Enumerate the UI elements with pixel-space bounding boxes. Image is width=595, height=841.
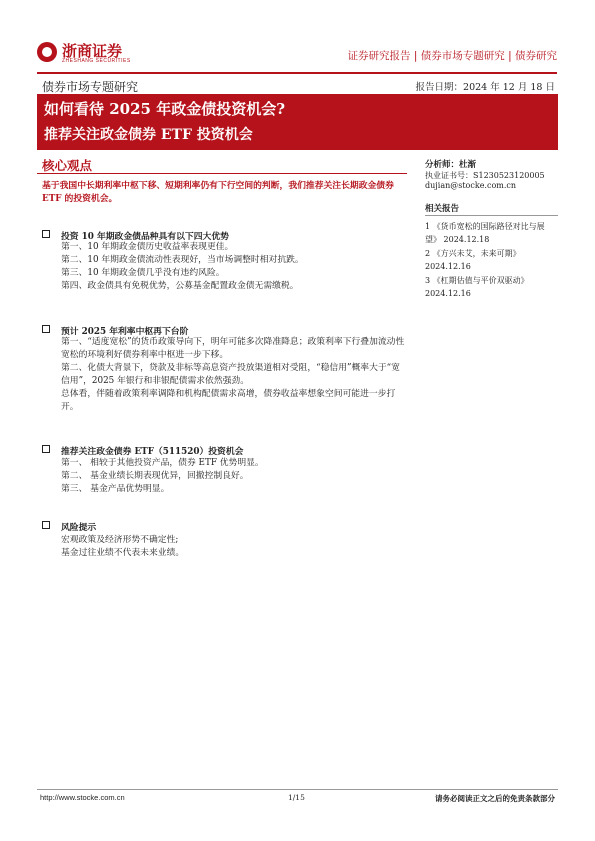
related-report-link[interactable]: 3 《杠期估值与平价双驱动》 2024.12.16: [425, 276, 529, 298]
footer-url[interactable]: http://www.stocke.com.cn: [40, 793, 125, 802]
list-item: 基金过往业绩不代表未来业绩。: [61, 548, 185, 558]
analyst-name: 分析师：杜渐: [425, 160, 477, 170]
top-nav: 证券研究报告 | 债券市场专题研究 | 债券研究: [347, 50, 557, 62]
core-summary: 基于我国中长期利率中枢下移、短期利率仍有下行空间的判断，我们推荐关注长期政金债券 ETF 的投资机会。: [42, 181, 394, 204]
core-heading: 核心观点: [42, 158, 93, 173]
section-heading: 推荐关注政金债券 ETF（511520）投资机会: [61, 447, 244, 457]
list-item: 第三、 基金产品优势明显。: [61, 484, 170, 494]
page-title: 如何看待 2025 年政金债投资机会?: [44, 100, 285, 118]
list-item: 宏观政策及经济形势不确定性;: [61, 535, 179, 545]
related-heading: 相关报告: [425, 204, 460, 214]
report-series: 债券市场专题研究: [42, 80, 139, 94]
analyst-cert: 执业证书号：S1230523120005: [425, 171, 545, 180]
related-list: [425, 220, 558, 301]
list-item: 第一、 相较于其他投资产品，债券 ETF 优势明显。: [61, 458, 264, 468]
list-item: 第二、10 年期政金债流动性表现好，当市场调整时相对抗跌。: [61, 255, 304, 265]
page-number: 1/15: [288, 793, 305, 802]
related-report-link[interactable]: 2 《方兴未艾，未来可期》 2024.12.16: [425, 249, 521, 271]
list-item: 第一、10 年期政金债历史收益率表现更佳。: [61, 242, 234, 252]
footer-disclaimer: 请务必阅读正文之后的免责条款部分: [435, 794, 555, 803]
related-divider: [425, 215, 558, 216]
logo-text: 浙商证券: [62, 42, 123, 60]
square-bullet-icon: [42, 325, 50, 333]
report-date: 报告日期：2024 年 12 月 18 日: [415, 82, 555, 93]
list-item: 第一、“适度宽松”的货币政策导向下，明年可能多次降准降息；政策利率下行叠加流动性宽松的环境利好债券利率中枢进一步下移。: [61, 337, 405, 360]
header-divider: [37, 72, 557, 74]
page-subtitle: 推荐关注政金债券 ETF 投资机会: [44, 127, 253, 143]
logo-subtext: ZHESHANG SECURITIES: [62, 58, 131, 64]
list-item: 第二、化债大背景下，贷款及非标等高息资产投放渠道相对受阻，“稳信用”概率大于“宽信用”，2025 年银行和非银配债需求依然强劲。: [61, 363, 400, 386]
list-item: 总体看，伴随着政策利率调降和机构配债需求高增，债券收益率想象空间可能进一步打开。: [61, 389, 396, 412]
footer-divider: [37, 789, 558, 790]
square-bullet-icon: [42, 521, 50, 529]
square-bullet-icon: [42, 230, 50, 238]
square-bullet-icon: [42, 445, 50, 453]
section-heading: 投资 10 年期政金债品种具有以下四大优势: [61, 232, 229, 242]
core-divider: [37, 173, 407, 174]
list-item: 第二、 基金业绩长期表现优异，回撤控制良好。: [61, 471, 249, 481]
list-item: 第三、10 年期政金债几乎没有违约风险。: [61, 268, 225, 278]
section-heading: 预计 2025 年利率中枢再下台阶: [61, 327, 189, 337]
related-report-link[interactable]: 1 《货币宽松的国际路径对比与展望》 2024.12.18: [425, 222, 545, 244]
section-heading: 风险提示: [61, 523, 97, 533]
logo-icon: [37, 42, 57, 62]
list-item: 第四、政金债具有免税优势，公募基金配置政金债无需缴税。: [61, 281, 299, 291]
analyst-email[interactable]: dujian@stocke.com.cn: [425, 181, 517, 190]
